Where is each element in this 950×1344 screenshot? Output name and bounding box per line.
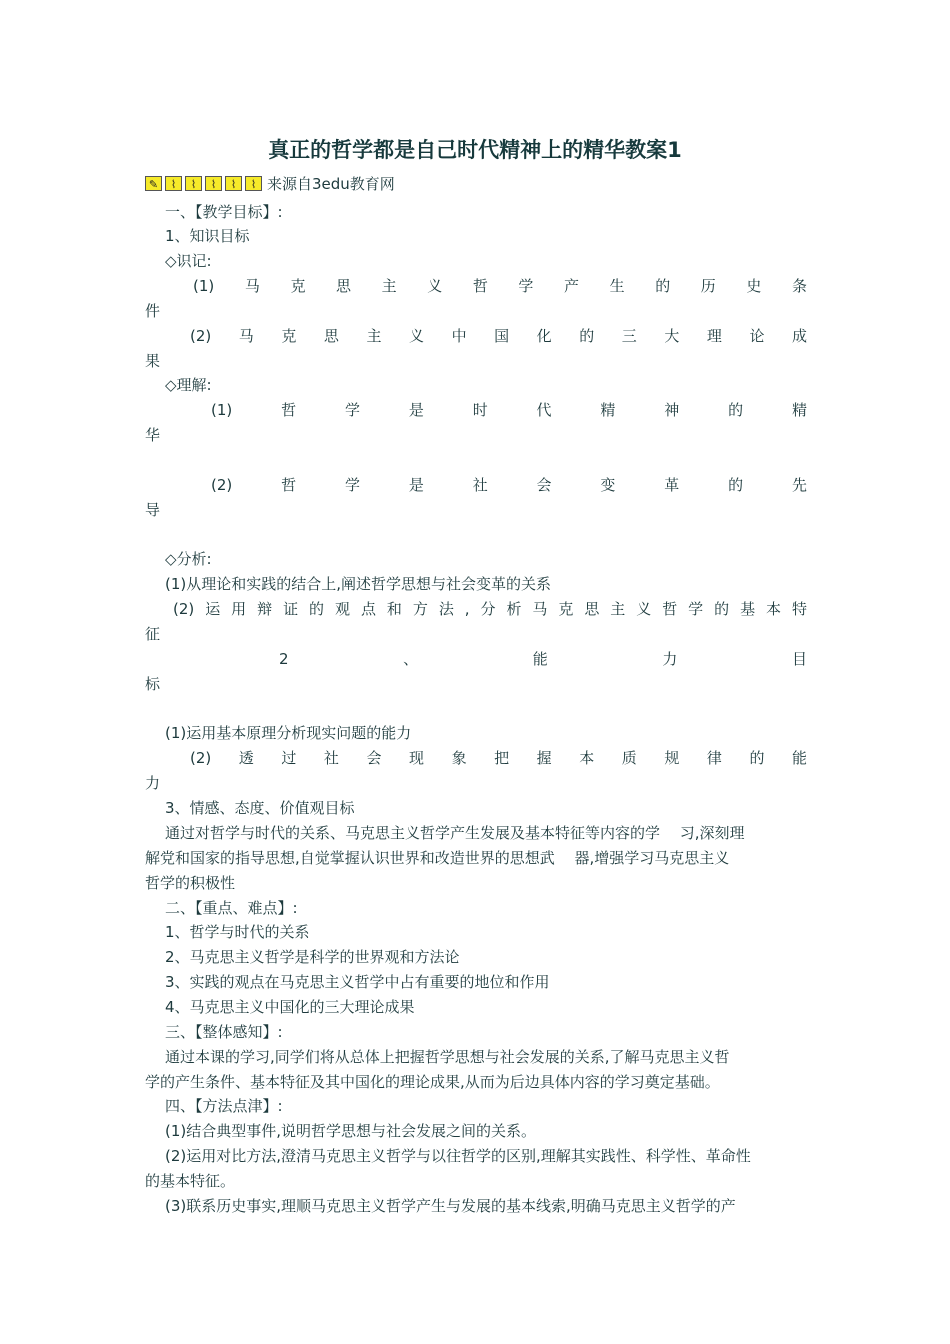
text-line: (2)透过社会现象把握本质规律的能 bbox=[190, 749, 807, 767]
text-line: 通过本课的学习,同学们将从总体上把握哲学思想与社会发展的关系,了解马克思主义哲 bbox=[165, 1048, 730, 1066]
text-line: (1)结合典型事件,说明哲学思想与社会发展之间的关系。 bbox=[165, 1122, 537, 1140]
text-line: 学的产生条件、基本特征及其中国化的理论成果,从而为后边具体内容的学习奠定基础。 bbox=[145, 1073, 720, 1091]
text-line: 4、马克思主义中国化的三大理论成果 bbox=[165, 998, 415, 1016]
text-line: 1、哲学与时代的关系 bbox=[165, 923, 310, 941]
text-line: 3、实践的观点在马克思主义哲学中占有重要的地位和作用 bbox=[165, 973, 550, 991]
text-line: (2)运用对比方法,澄清马克思主义哲学与以往哲学的区别,理解其实践性、科学性、革命性 bbox=[165, 1147, 751, 1165]
text-line: 的基本特征。 bbox=[145, 1172, 236, 1190]
text-line: 件 bbox=[145, 302, 161, 320]
text-line: (2)马克思主义中国化的三大理论成 bbox=[190, 327, 807, 345]
section-heading: 一、【教学目标】: bbox=[165, 203, 283, 221]
sub-heading: 标 bbox=[145, 675, 161, 693]
text-line: (1)马克思主义哲学产生的历史条 bbox=[193, 277, 807, 295]
clip-icon: ⌇ bbox=[165, 176, 182, 191]
source-text: 来源自3edu教育网 bbox=[267, 174, 395, 193]
document-title: 真正的哲学都是自己时代精神上的精华教案1 bbox=[268, 138, 682, 162]
section-heading: 四、【方法点津】: bbox=[165, 1097, 283, 1115]
sub-heading: ◇识记: bbox=[165, 252, 212, 270]
section-heading: 二、【重点、难点】: bbox=[165, 899, 298, 917]
clip-icon: ⌇ bbox=[185, 176, 202, 191]
clip-icon: ⌇ bbox=[225, 176, 242, 191]
text-line: 导 bbox=[145, 501, 161, 519]
text-line: 解党和国家的指导思想,自觉掌握认识世界和改造世界的思想武 器,增强学习马克思主义 bbox=[145, 849, 730, 867]
text-line: 果 bbox=[145, 352, 161, 370]
section-heading: 三、【整体感知】: bbox=[165, 1023, 283, 1041]
text-line: (1)运用基本原理分析现实问题的能力 bbox=[165, 724, 412, 742]
source-line bbox=[145, 172, 395, 194]
text-line: (2)哲学是社会变革的先 bbox=[211, 476, 807, 494]
sub-heading: ◇理解: bbox=[165, 376, 212, 394]
edit-pencil-icon: ✎ bbox=[145, 176, 162, 191]
sub-heading: ◇分析: bbox=[165, 550, 212, 568]
sub-heading: 1、知识目标 bbox=[165, 227, 250, 245]
text-line: (2)运用辩证的观点和方法,分析马克思主义哲学的基本特 bbox=[173, 600, 807, 618]
text-line: 力 bbox=[145, 774, 161, 792]
text-line: 征 bbox=[145, 625, 161, 643]
text-line: 通过对哲学与时代的关系、马克思主义哲学产生发展及基本特征等内容的学 习,深刻理 bbox=[165, 824, 745, 842]
text-line: 华 bbox=[145, 426, 161, 444]
text-line: 2、马克思主义哲学是科学的世界观和方法论 bbox=[165, 948, 460, 966]
sub-heading: 3、情感、态度、价值观目标 bbox=[165, 799, 355, 817]
text-line: (3)联系历史事实,理顺马克思主义哲学产生与发展的基本线索,明确马克思主义哲学的产 bbox=[165, 1197, 736, 1215]
clip-icon: ⌇ bbox=[245, 176, 262, 191]
text-line: 哲学的积极性 bbox=[145, 874, 236, 892]
text-line: (1)从理论和实践的结合上,阐述哲学思想与社会变革的关系 bbox=[165, 575, 552, 593]
text-line: (1)哲学是时代精神的精 bbox=[211, 401, 807, 419]
clip-icon: ⌇ bbox=[205, 176, 222, 191]
sub-heading: 2、能力目 bbox=[279, 650, 807, 668]
